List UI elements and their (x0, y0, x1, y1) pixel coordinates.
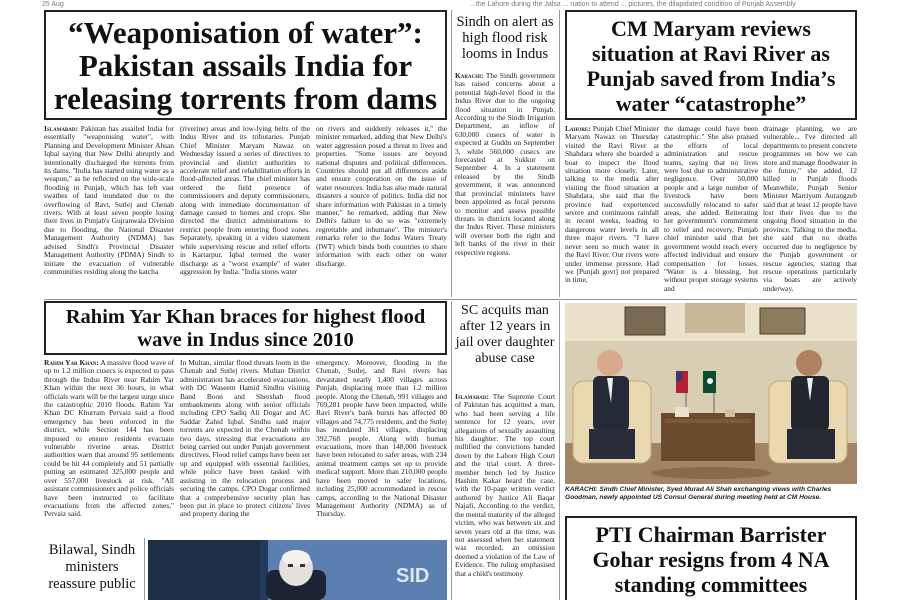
sindh-col (455, 72, 555, 297)
bilawal-photo (148, 540, 447, 600)
sc-body: The Supreme Court of Pakistan has acquitted a man, who had been serving a life sentence for 12 years, over allegations of sexually assaulting his daughter. The top court nullified the convictions handed down by the Lahore High Court and the trial court. A three-member bench led by Justice Hashim Kakar heard the case, with the 10-page written verdict authored by Justice Ali Baqar Najafi. According to the verdict, the mental maturity of the alleged victim, who was between six and seven years old at the time, was not assessed when her statement was recorded, an omission deemed a violation of the Law of Evidence. The ruling emphasised that a child's testimony (455, 393, 555, 578)
rahim-body-2: In Multan, similar flood threats loom in the Chenab and Sutlej rivers. Multan District administration has accelerated evacuations, with DC Waseem Hamid Sindhu visiting Band Boon and Shershah flood embankments along with senior officials including CPO Sadiq Ali Dogar and AC Saddar Zahid Iqbal. Sindhu said major torrents are expected in the Chenab within two days, stressing that evacuations are being carried out under Punjab government directives. Flood relief camps have been set up and equipped with essential facilities, while police have been tasked with assisting in the relocation process and securing the camps. CPO Dogar confirmed that a comprehensive security plan has been put in place to protect citizens' lives and property during the (180, 359, 310, 519)
cm-headline-box (565, 10, 857, 120)
rahim-body-1: A massive flood wave of up to 1.2 million cusecs is expected to pass through the Indus River near Rahim Yar Khan within the next 36 hours, in what officials warn will be the largest surge since the catastrophic 2010 floods. Rahim Yar Khan DC Khurram Pervaiz said a flood emergency has been enforced in the district, while Section 144 has been imposed to ensure residents evacuate vulnerable riverine areas. District authorities warn that around 95 settlements could be hit 44 completely and 51 partially putting an estimated 325,000 people and over 557,000 livestock at risk. "All assistant commissioners and police officials have been instructed to facilitate evacuations from the affected zones," Pervaiz said. (44, 359, 174, 519)
meeting-photo-caption: KARACHI: Sindh Chief Minister, Syed Murad Ali Shah exchanging views with Charles Goodman, newly appointed US Consul General during meeting held at CM House. (565, 486, 832, 501)
pti-headline[interactable]: PTI Chairman Barrister Gohar resigns from 4 NA standing committees (592, 522, 830, 597)
rahim-dateline: Rahim Yar Khan: (44, 359, 99, 367)
meeting-photo-image (565, 303, 857, 484)
lead-headline-box (44, 10, 447, 120)
cm-col-3 (763, 125, 857, 297)
column-divider (451, 301, 452, 600)
lead-dateline: Islamabad: (44, 125, 78, 133)
column-divider (559, 10, 560, 297)
column-divider (144, 538, 145, 600)
bilawal-headline[interactable]: Bilawal, Sindh ministers reassure public (48, 542, 136, 592)
lead-body-3: on rivers and suddenly releases it," the minister remarked, adding that New Delhi's water aggression posed a threat to lives and properties. "Some issues are beyond national disputes and political differences. Countries should put all differences aside and ensure cooperation on the issue of water resources. India has also made natural disasters a source of politics. India did not share information with Pakistan in a timely manner," he remarked, adding that New Delhi's failure to do so was "extremely regrettable and inhumane". The minister's remarks refer to the Indus Waters Treaty (IWT) which binds both countries to share information with each other on water discharge. (316, 125, 447, 268)
rahim-headline[interactable]: Rahim Yar Khan braces for highest flood wave in Indus since 2010 (65, 306, 426, 351)
rahim-col-2 (180, 359, 310, 533)
rahim-col-1 (44, 359, 174, 533)
cm-body-2: the damage could have been catastrophic." She also praised the efforts of local administration and rescue teams, saying that no lives were lost due to administrative negligence. Over 50,000 people and a large number of livestock have been successfully relocated to safer areas, she added. Reiterating her government's commitment to relief and recovery, Punjab chief minister said that her government would reach every affected individual and ensure compensation for losses. "Water is a blessing, but without proper storage systems and (664, 125, 758, 293)
top-strip-text: ...the Lahore during the Jalsa ... nation to attend ... pictures, the dilapidated condition of Punjab Assembly (470, 1, 796, 8)
lead-col-2 (180, 125, 310, 297)
top-strip (0, 0, 900, 9)
column-divider (451, 10, 452, 297)
meeting-photo (565, 303, 857, 484)
top-strip-date: 25 Aug (42, 1, 64, 8)
sc-headline[interactable]: SC acquits man after 12 years in jail over daughter abuse case (455, 303, 555, 366)
section-divider (44, 299, 857, 300)
sindh-dateline: Karachi: (455, 72, 484, 80)
sc-col (455, 393, 555, 600)
column-divider (559, 301, 560, 600)
rahim-headline-box (44, 301, 447, 355)
cm-col-1 (565, 125, 659, 297)
bilawal-photo-image (148, 540, 447, 600)
lead-headline[interactable]: “Weaponisation of water”: Pakistan assails India for releasing torrents from dams (53, 15, 438, 116)
cm-dateline: Lahore: (565, 125, 591, 133)
rahim-col-3 (316, 359, 447, 533)
lead-col-3 (316, 125, 447, 297)
cm-headline[interactable]: CM Maryam reviews situation at Ravi River as Punjab saved from India’s water “catastrophe” (586, 16, 836, 116)
lead-body-1: Pakistan has assailed India for essentially "weaponising water", with Planning and Development Minister Ahsan Iqbal saying that New Delhi abruptly and intentionally discharged the torrents from its dams. "India has started using water as a weapon," as he reflected on the wide-scale flooding in Punjab, which has left vast swathes of land inundated due to the overflowing of Ravi, Sutlej and Chenab rivers. With at least seven people losing their lives in Punjab's Gujranwala Division due to flooding, the National Disaster Management Authority (NDMA) has advised Sindh's Provincial Disaster Management Authority (PDMA) Sindh to initiate the evacuation of vulnerable communities residing along the katcha (44, 125, 174, 276)
cm-body-3: drainage planning, we are vulnerable... I've directed all departments to present concrete programmes on how we can store and manage floodwater in the future," she added. 12 killed in Punjab floods Meanwhile, Punjab Senior Minister Marriyum Aurangzeb said that at least 12 people have lost their lives due to the ongoing flood situation in the province. Talking to the media, she said that no deaths occurred due to negligence by the Punjab government or rescue agencies, stating that rescue operations particularly via boats are actively underway. (763, 125, 857, 293)
sindh-body: The Sindh government has raised concerns about a potential high-level flood in the Indus River due to the ongoing flood situation in Punjab. According to the Sindh Irrigation Department, an inflow of 630,000 cusecs of water is expected at Guddu on September 3, while 560,000 cusecs are forecasted at Sukkur on September 4. In a statement released by the Sindh government, it was announced that provincial ministers have been appointed as focal persons to monitor and assess possible threats in districts located along the Indus River. These ministers will oversee both the right and left banks of the river in their respective regions. (455, 72, 555, 257)
lead-body-2: (riverine) areas and low-lying belts of the Indus River and its tributaries. Punjab Chief Minister Maryam Nawaz on Wednesday issued a series of directives to provincial and district authorities to accelerate relief and rehabilitation efforts in flood-affected areas. The chief minister has ordered the field presence of commissioners and deputy commissioners, along with immediate documentation of damage caused to homes and crops. She directed the district administrations to restrict people from entering flood zones. Separately, speaking in a video statement while supervising rescue and relief efforts in Kartarpur, Iqbal termed the water discharge as a "worst example" of water aggression by India. "India stores water (180, 125, 310, 276)
cm-body-1: Punjab Chief Minister Maryam Nawaz on Thursday visited the Ravi River at Shahdara where she boarded a boat to inspect the flood situation more closely. Later, talking to the media after visiting the flood situation at Shahdara, she said that the province had experienced severe and continuous rainfall in recent weeks, leading to dangerous water levels in all three major rivers. "I have never seen so much water in the Ravi River. Our rivers were under immense pressure. Had we [Punjab govt] not prepared in time, (565, 125, 659, 285)
rahim-body-3: emergency. Moreover, flooding in the Chenab, Sutlej, and Ravi rivers has devastated nearly 1,400 villages across Punjab, displacing more than 1.2 million people. Along the Chenab, 991 villages and 769,281 people have been impacted, while Ravi River's bank bursts has affected 80 villages and 74,775 residents, and the Sutlej has inundated 361 villages, displacing 392,768 people. Along with human evacuations, more than 148,000 livestock have been relocated to safer areas, with 234 animal treatment camps set up to provide medical support. More than 210,000 people have been moved to safer locations, including 25,000 accommodated in rescue camps, according to the National Disaster Management Authority (NDMA) as of Thursday. (316, 359, 447, 519)
svg-text:SID: SID (396, 565, 430, 587)
pti-headline-box (565, 516, 857, 600)
cm-col-2 (664, 125, 758, 297)
sindh-headline[interactable]: Sindh on alert as high flood risk looms in Indus (456, 14, 554, 62)
sc-dateline: Islamabad: (455, 393, 489, 401)
lead-col-1 (44, 125, 174, 297)
